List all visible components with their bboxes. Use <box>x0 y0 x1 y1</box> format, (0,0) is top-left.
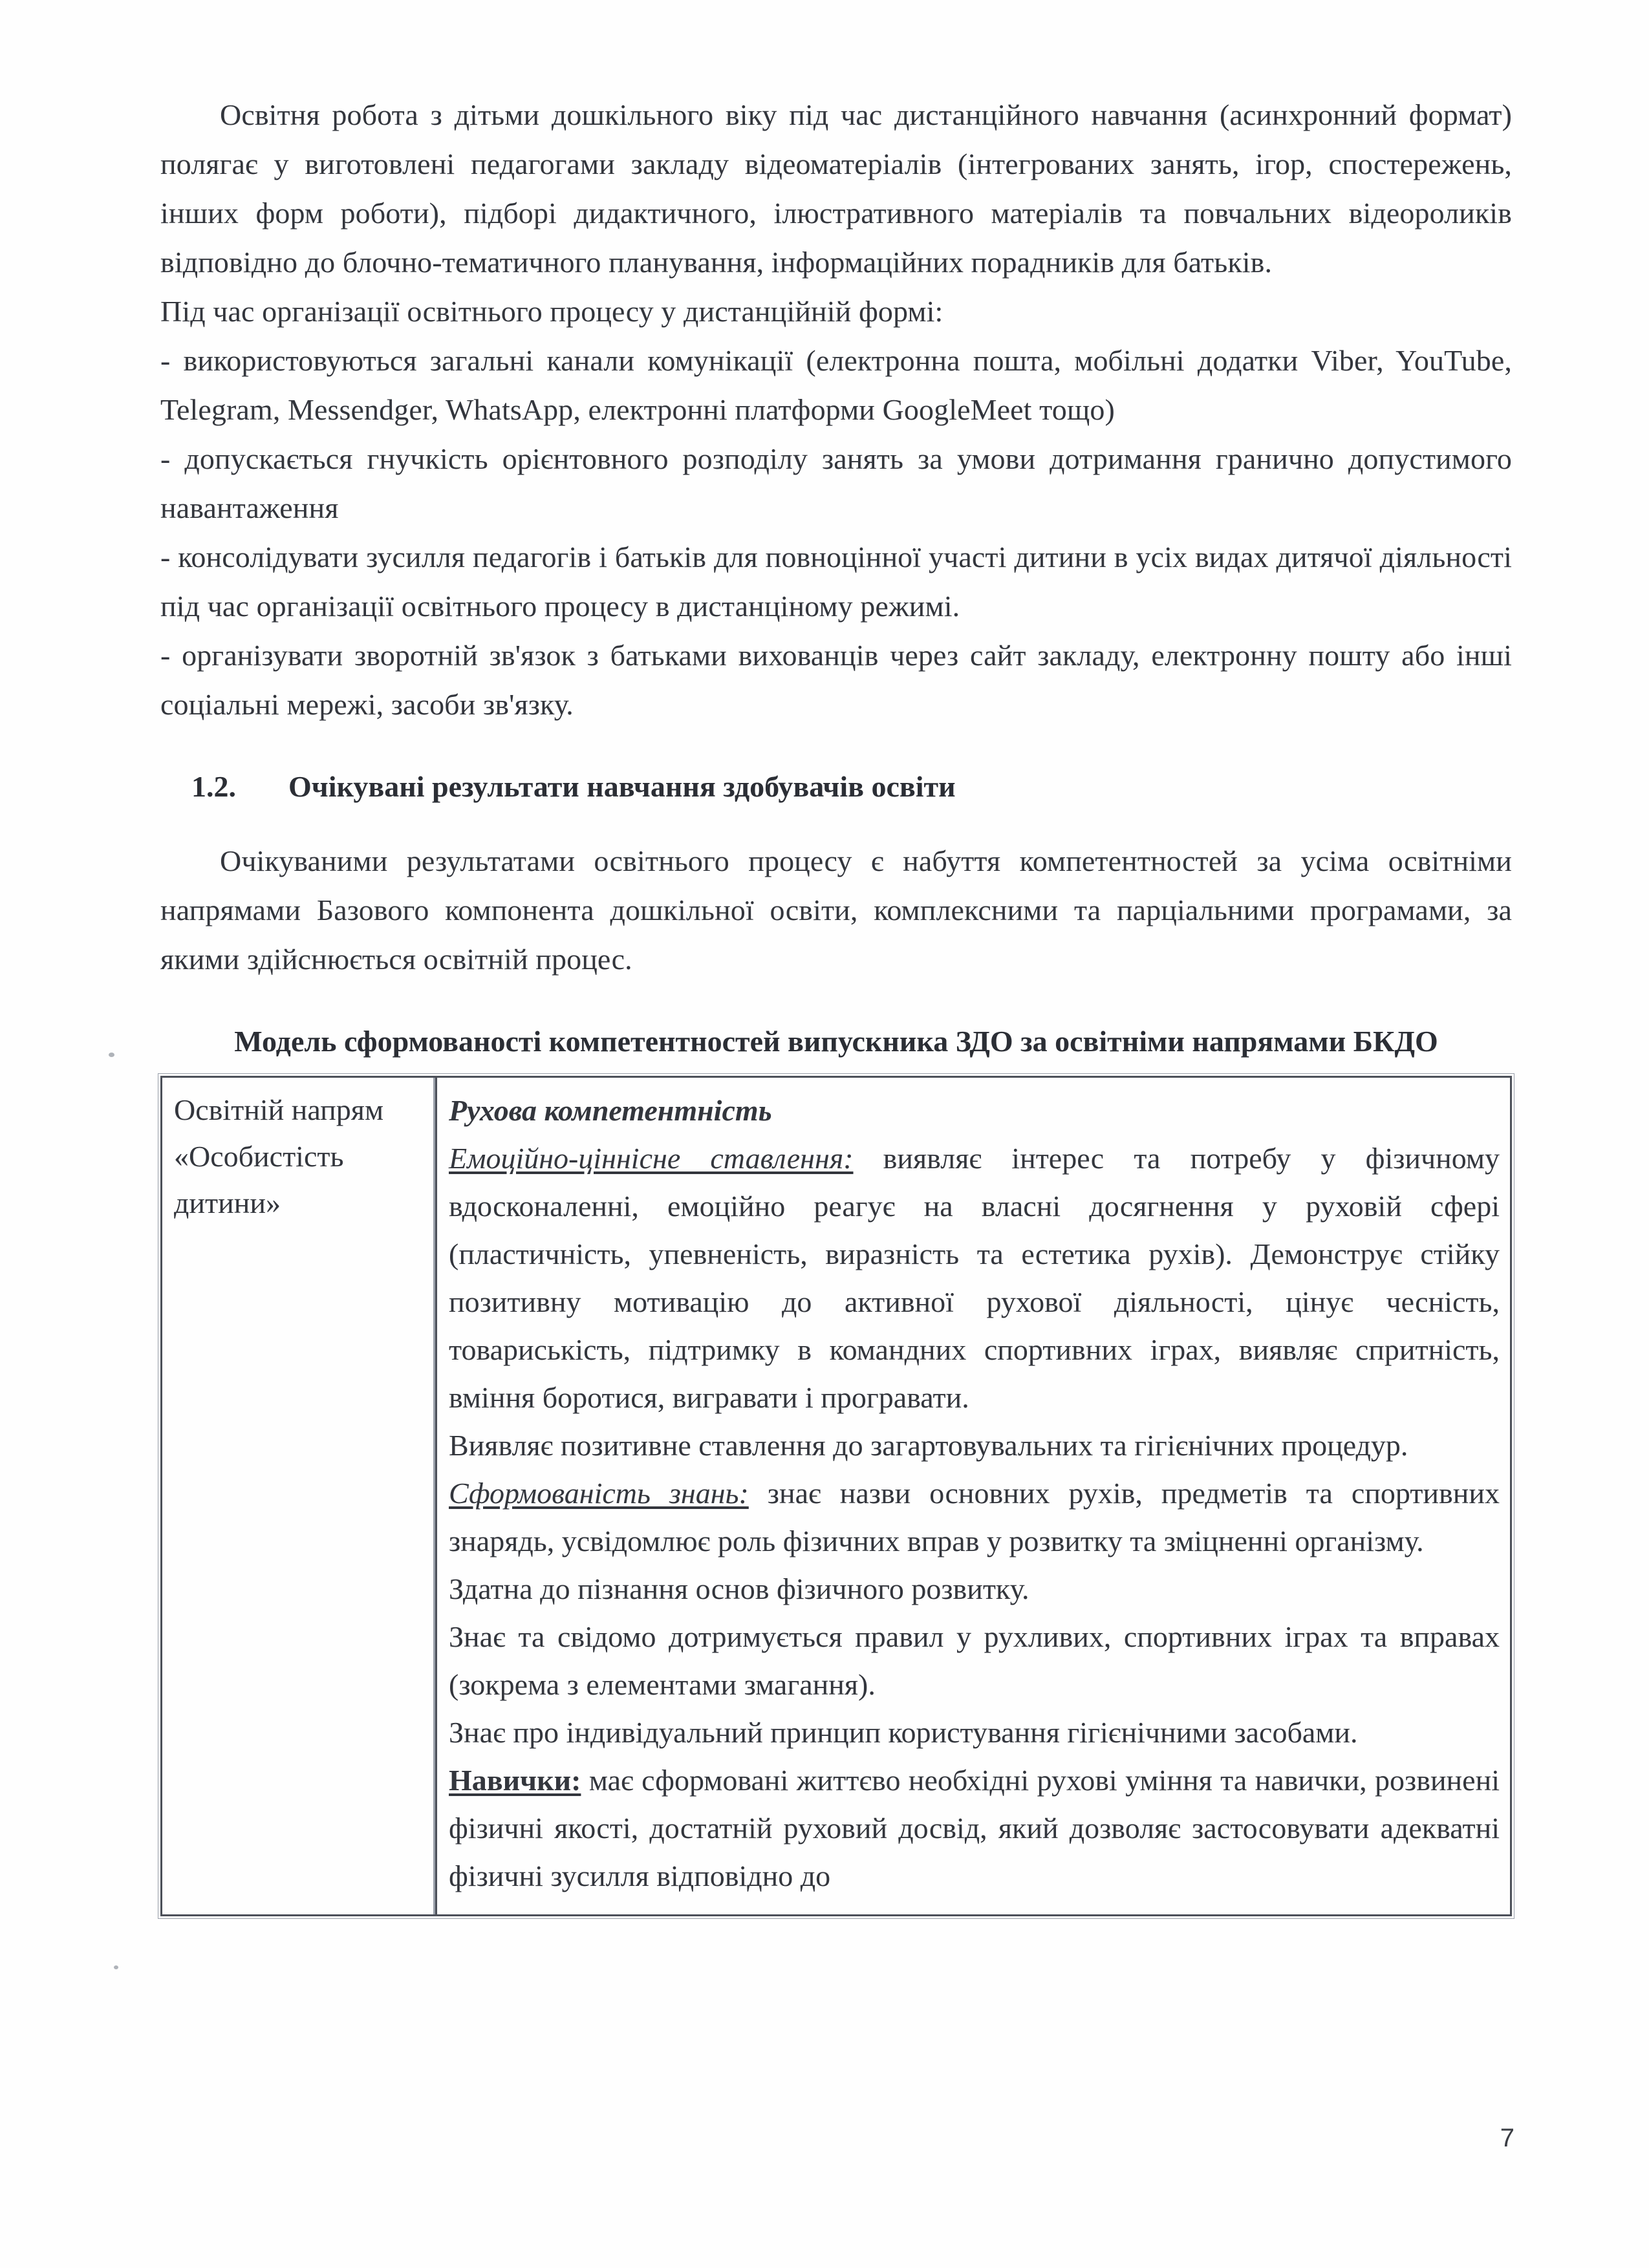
body-bullet-3: - консолідувати зусилля педагогів і батьків для повноцінної участі дитини в усіх видах дитячої діяльності під час організації освітнього процесу в дистанціному режимі. <box>160 540 1512 623</box>
page-content <box>160 91 1512 1916</box>
block-text: Виявляє позитивне ставлення до загартовувальних та гігієнічних процедур. <box>449 1429 1408 1462</box>
block-text: має сформовані життєво необхідні рухові уміння та навички, розвинені фізичні якості, достатній руховий досвід, який дозволяє застосовувати адекватні фізичні зусилля відповідно до <box>449 1764 1500 1892</box>
competence-block <box>449 1470 1500 1565</box>
block-text: Знає та свідомо дотримується правил у рухливих, спортивних іграх та вправах (зокрема з елементами змагання). <box>449 1620 1500 1701</box>
body-paragraph-1: Освітня робота з дітьми дошкільного віку під час дистанційного навчання (асинхронний формат) полягає у виготовлені педагогами закладу відеоматеріалів (інтегрованих занять, ігор, спостережень, інших форм роботи), підборі дидактичного, ілюстративного матеріалів та повчальних відеороликів відповідно до блочно-тематичного планування, інформаційних порадників для батьків. <box>160 98 1512 279</box>
body-lead-in: Під час організації освітнього процесу у дистанційній формі: <box>160 295 943 328</box>
block-text: Здатна до пізнання основ фізичного розвитку. <box>449 1572 1029 1605</box>
body-bullet-4: - організувати зворотній зв'язок з батьками вихованців через сайт закладу, електронну пошту або інші соціальні мережі, засоби зв'язку. <box>160 639 1512 721</box>
spacer <box>160 811 1512 837</box>
competence-block <box>449 1565 1500 1613</box>
section-title: Очікувані результати навчання здобувачів освіти <box>288 770 956 803</box>
scan-speckle <box>114 1965 118 1969</box>
scan-speckle <box>109 1053 114 1057</box>
table-cell-direction <box>162 1078 437 1914</box>
table-caption: Модель сформованості компетентностей випускника ЗДО за освітніми напрямами БКДО <box>234 1025 1438 1058</box>
block-label: Сформованість знань: <box>449 1477 749 1510</box>
table-cell-competence <box>437 1078 1510 1914</box>
block-text: знає назви основних рухів, предметів та спортивних знарядь, усвідомлює роль фізичних вправ у розвитку та зміцненні організму. <box>449 1477 1500 1557</box>
competence-model-table <box>160 1076 1512 1916</box>
educational-direction-label: Освітній напрям «Особистість дитини» <box>174 1093 384 1219</box>
competence-block <box>449 1135 1500 1422</box>
block-text: Знає про індивідуальний принцип користування гігієнічними засобами. <box>449 1716 1358 1749</box>
competence-content <box>449 1087 1500 1900</box>
section-number: 1.2. <box>191 770 236 803</box>
block-label: Навички: <box>449 1764 581 1797</box>
section-heading-1-2 <box>160 763 1512 811</box>
competence-block <box>449 1422 1500 1470</box>
competence-block <box>449 1757 1500 1900</box>
competence-block <box>449 1613 1500 1709</box>
table-body <box>162 1078 1510 1914</box>
block-text: виявляє інтерес та потребу у фізичному вдосконаленні, емоційно реагує на власні досягнення у руховій сфері (пластичність, упевненість, виразність та естетика рухів). Демонструє стійку позитивну мотивацію до активної рухової діяльності, цінує чесність, товариськість, підтримку в командних спортивних іграх, виявляє спритність, вміння боротися, вигравати і програвати. <box>449 1142 1500 1414</box>
block-label: Емоційно-ціннісне ставлення: <box>449 1142 854 1175</box>
page-number: 7 <box>1500 2124 1514 2152</box>
competence-block <box>449 1709 1500 1757</box>
body-bullet-2: - допускається гнучкість орієнтовного розподілу занять за умови дотримання гранично допустимого навантаження <box>160 442 1512 524</box>
table-row <box>162 1078 1510 1914</box>
section-paragraph: Очікуваними результатами освітнього процесу є набуття компетентностей за усіма освітніми напрямами Базового компонента дошкільної освіти, комплексними та парціальними програмами, за якими здійснюється освітній процес. <box>160 844 1512 976</box>
competence-title: Рухова компетентність <box>449 1094 772 1127</box>
body-bullet-1: - використовуються загальні канали комунікації (електронна пошта, мобільні додатки Viber, YouTube, Telegram, Messendger, WhatsApp, електронні платформи GoogleMeet тощо) <box>160 344 1512 426</box>
